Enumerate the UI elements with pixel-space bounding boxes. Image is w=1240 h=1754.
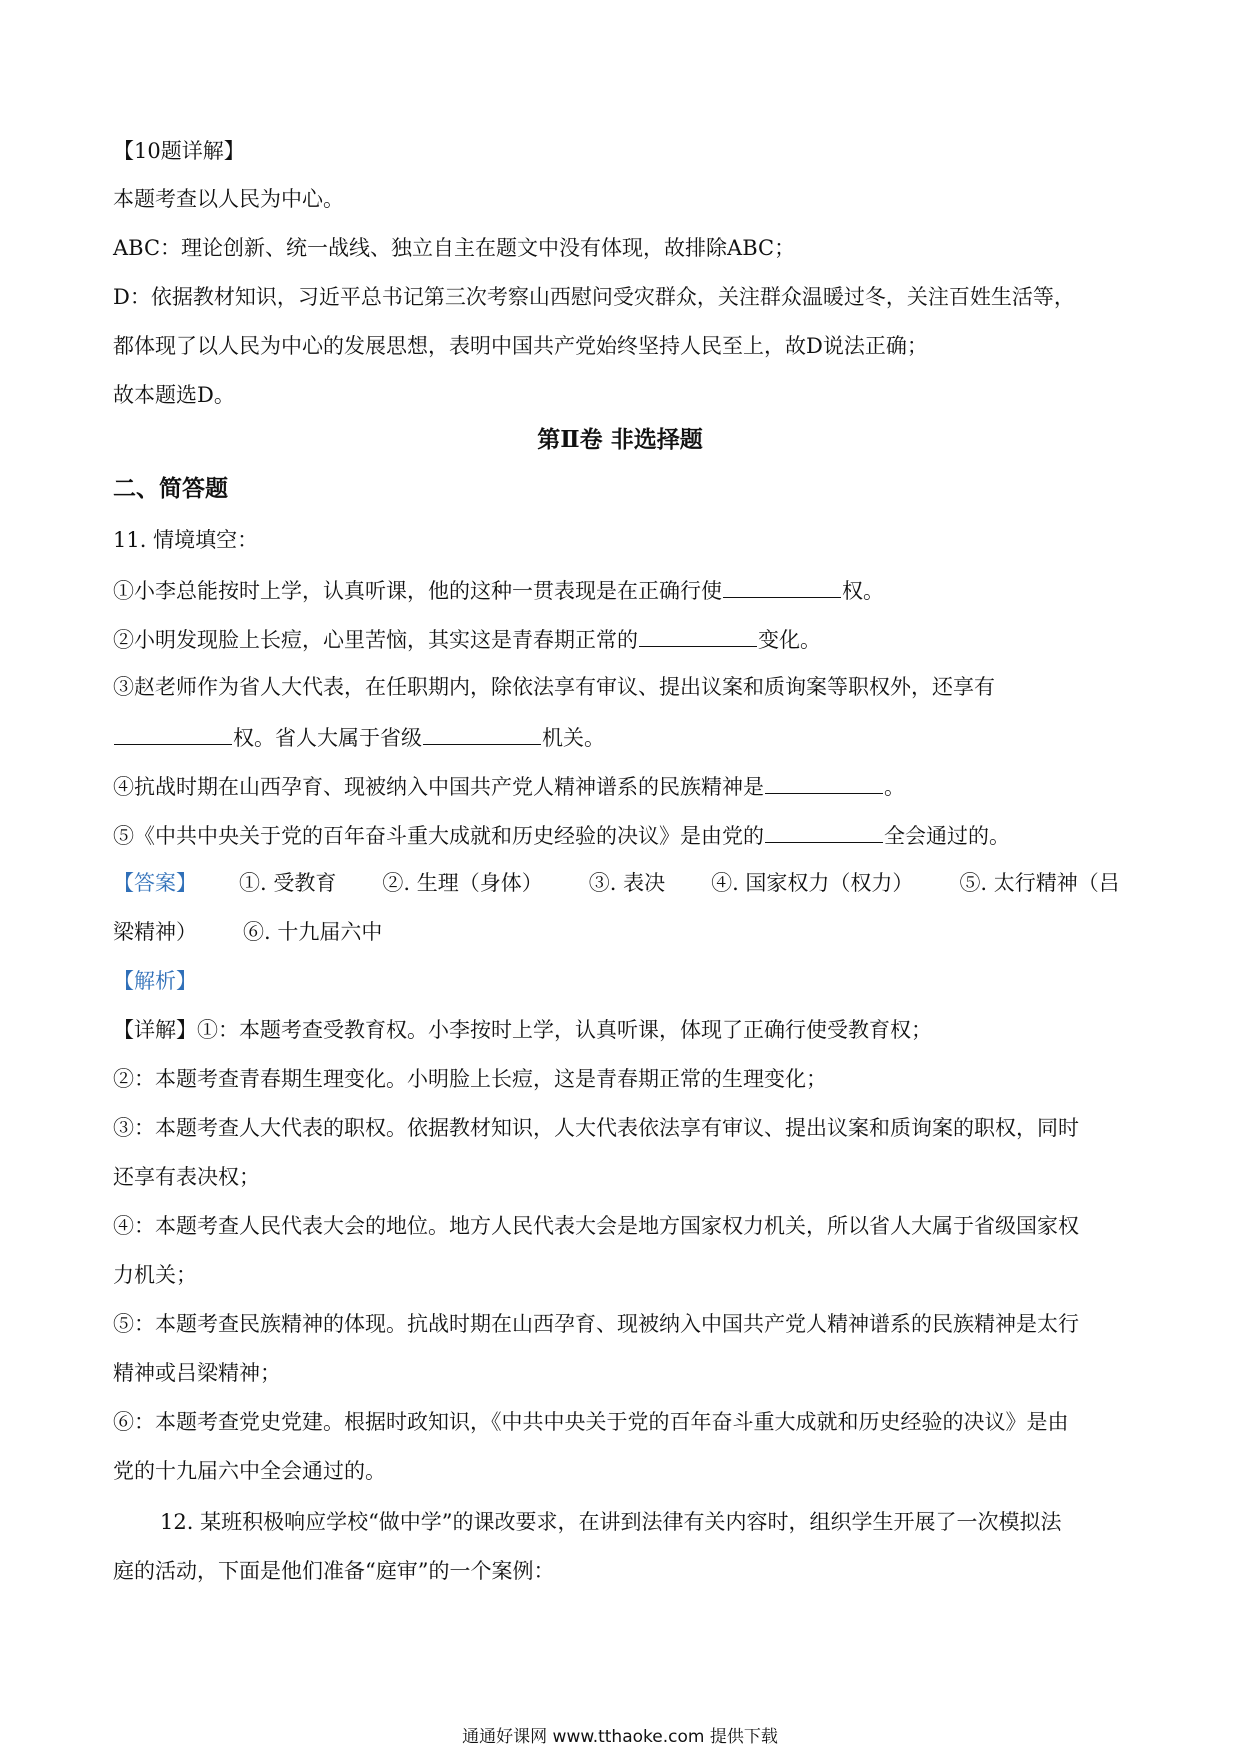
detail-1: 【详解】①：本题考查受教育权。小李按时上学，认真听课，体现了正确行使受教育权； <box>113 1018 932 1042</box>
detail-6-cont: 党的十九届六中全会通过的。 <box>113 1459 386 1483</box>
q11-scenario-2 <box>113 624 821 654</box>
q11-scenario-1 <box>113 575 884 605</box>
answer-item: ①. 受教育 <box>239 871 337 895</box>
detail-3-cont: 还享有表决权； <box>113 1165 260 1189</box>
scenario-1-tail: 权。 <box>842 579 884 603</box>
answer-item: ②. 生理（身体） <box>382 871 543 895</box>
q12-line-1: 12. 某班积极响应学校“做中学”的课改要求，在讲到法律有关内容时，组织学生开展了一次模拟法 <box>160 1510 1062 1534</box>
blank-1 <box>723 575 841 598</box>
q11-answers <box>113 869 1120 897</box>
blank-3 <box>114 722 232 745</box>
q11-scenario-3-cont <box>113 722 605 752</box>
answer-item: ④. 国家权力（权力） <box>711 871 914 895</box>
detail-2: ②：本题考查青春期生理变化。小明脸上长痘，这是青春期正常的生理变化； <box>113 1067 827 1091</box>
detail-4: ④：本题考查人民代表大会的地位。地方人民代表大会是地方国家权力机关，所以省人大属于省级国家权 <box>113 1214 1079 1238</box>
q10-line-4: 都体现了以人民为中心的发展思想，表明中国共产党始终坚持人民至上，故D说法正确； <box>113 334 928 358</box>
q12-line-2: 庭的活动，下面是他们准备“庭审”的一个案例： <box>113 1559 555 1583</box>
q10-line-2: ABC：理论创新、统一战线、独立自主在题文中没有体现，故排除ABC； <box>113 236 796 260</box>
scenario-5-tail: 全会通过的。 <box>884 824 1010 848</box>
section-title: 第Ⅱ卷 非选择题 <box>537 426 703 453</box>
detail-5: ⑤：本题考查民族精神的体现。抗战时期在山西孕育、现被纳入中国共产党人精神谱系的民族精神是太行 <box>113 1312 1079 1336</box>
answer-item: ⑤. 太行精神（吕 <box>959 871 1120 895</box>
section-heading: 二、简答题 <box>113 475 228 502</box>
detail-6: ⑥：本题考查党史党建。根据时政知识，《中共中央关于党的百年奋斗重大成就和历史经验的决议》是由 <box>113 1410 1069 1434</box>
scenario-3-mid: 权。省人大属于省级 <box>233 726 422 750</box>
q11-scenario-4 <box>113 771 905 801</box>
scenario-1-text: ①小李总能按时上学，认真听课，他的这种一贯表现是在正确行使 <box>113 579 722 603</box>
scenario-2-text: ②小明发现脸上长痘，心里苦恼，其实这是青春期正常的 <box>113 628 638 652</box>
blank-4 <box>423 722 541 745</box>
answer-item: ⑥. 十九届六中 <box>243 920 383 944</box>
q11-answers-cont <box>113 918 382 946</box>
q10-line-5: 故本题选D。 <box>113 383 235 407</box>
detail-4-cont: 力机关； <box>113 1263 197 1287</box>
q10-line-3: D：依据教材知识，习近平总书记第三次考察山西慰问受灾群众，关注群众温暖过冬，关注百姓生活等， <box>113 285 1075 309</box>
blank-6 <box>765 820 883 843</box>
scenario-3-tail: 机关。 <box>542 726 605 750</box>
q10-line-1: 本题考查以人民为中心。 <box>113 187 344 211</box>
q11-scenario-3: ③赵老师作为省人大代表，在任职期内，除依法享有审议、提出议案和质询案等职权外，还享有 <box>113 675 995 699</box>
blank-5 <box>765 771 883 794</box>
blank-2 <box>639 624 757 647</box>
scenario-2-tail: 变化。 <box>758 628 821 652</box>
scenario-4-text: ④抗战时期在山西孕育、现被纳入中国共产党人精神谱系的民族精神是 <box>113 775 764 799</box>
answer-item: ③. 表决 <box>588 871 666 895</box>
page-footer: 通通好课网 www.tthaoke.com 提供下载 <box>462 1727 778 1747</box>
q11-scenario-5 <box>113 820 1010 850</box>
scenario-5-text: ⑤《中共中央关于党的百年奋斗重大成就和历史经验的决议》是由党的 <box>113 824 764 848</box>
answer-tag: 【答案】 <box>113 871 197 895</box>
scenario-4-tail: 。 <box>884 775 905 799</box>
q11-stem: 11. 情境填空： <box>113 528 259 552</box>
detail-5-cont: 精神或吕梁精神； <box>113 1361 281 1385</box>
analysis-tag: 【解析】 <box>113 969 197 993</box>
detail-3: ③：本题考查人大代表的职权。依据教材知识，人大代表依法享有审议、提出议案和质询案的职权，同时 <box>113 1116 1079 1140</box>
q10-header: 【10题详解】 <box>113 139 245 163</box>
answer-item: 梁精神） <box>113 920 197 944</box>
